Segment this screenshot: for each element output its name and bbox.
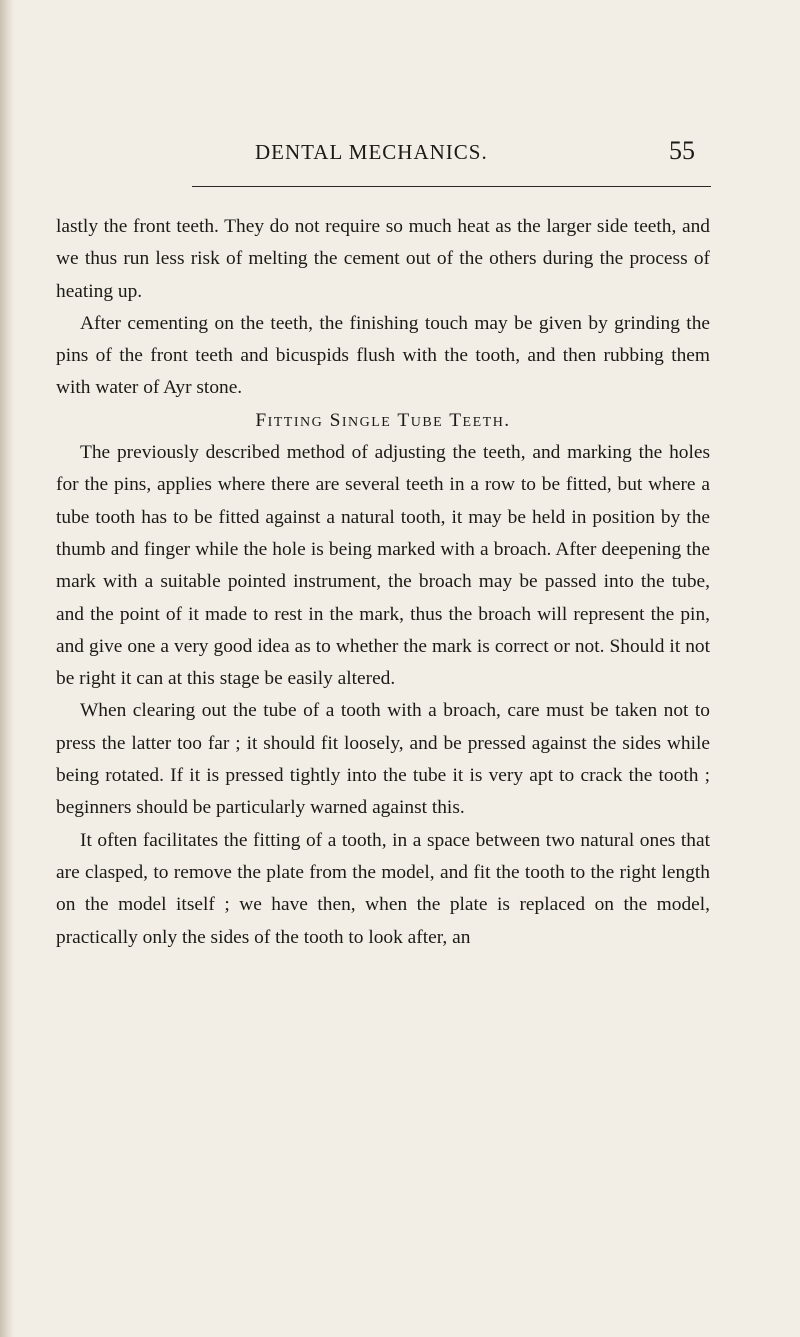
section-heading: Fitting Single Tube Teeth.	[255, 409, 511, 431]
page-number: 55	[669, 136, 695, 165]
paragraph-continuation: lastly the front teeth. They do not require so much heat as the larger side teeth, and we thus run less risk of melting the cement out of the others during the process of heating up.	[56, 216, 710, 302]
paragraph-finishing: After cementing on the teeth, the finishing touch may be given by grinding the pins of the front teeth and bicuspids flush with the tooth, and then rubbing them with water of Ayr stone.	[56, 312, 710, 399]
paragraph-adjusting: The previously described method of adjusting the teeth, and marking the holes for the pins, applies where there are several teeth in a row to be fitted, but where a tube tooth has to be fitted against a natural tooth, it may be held in position by the thumb and finger while the hole is being marked with a broach. After deepening the mark with a suitable pointed instrument, the broach may be passed into the tube, and the point of it made to rest in the mark, thus the broach will represent the pin, and give one a very good idea as to whether the mark is correct or not. Should it not be right it can at this stage be easily altered.	[56, 442, 710, 690]
header-rule	[192, 186, 711, 187]
running-title: DENTAL MECHANICS.	[255, 140, 488, 164]
paragraph-fitting-space: It often facilitates the fitting of a tooth, in a space between two natural ones that are clasped, to remove the plate from the model, and fit the tooth to the right length on the model itself ; we have then, when the plate is replaced on the model, practically only the sides of the tooth to look after, an	[56, 829, 710, 948]
body-text	[56, 211, 710, 954]
running-head	[0, 136, 800, 172]
paragraph-clearing-tube: When clearing out the tube of a tooth with a broach, care must be taken not to press the latter too far ; it should fit loosely, and be pressed against the sides while being rotated. If it is pressed tightly into the tube it is very apt to crack the tooth ; beginners should be particularly warned against this.	[56, 700, 710, 819]
